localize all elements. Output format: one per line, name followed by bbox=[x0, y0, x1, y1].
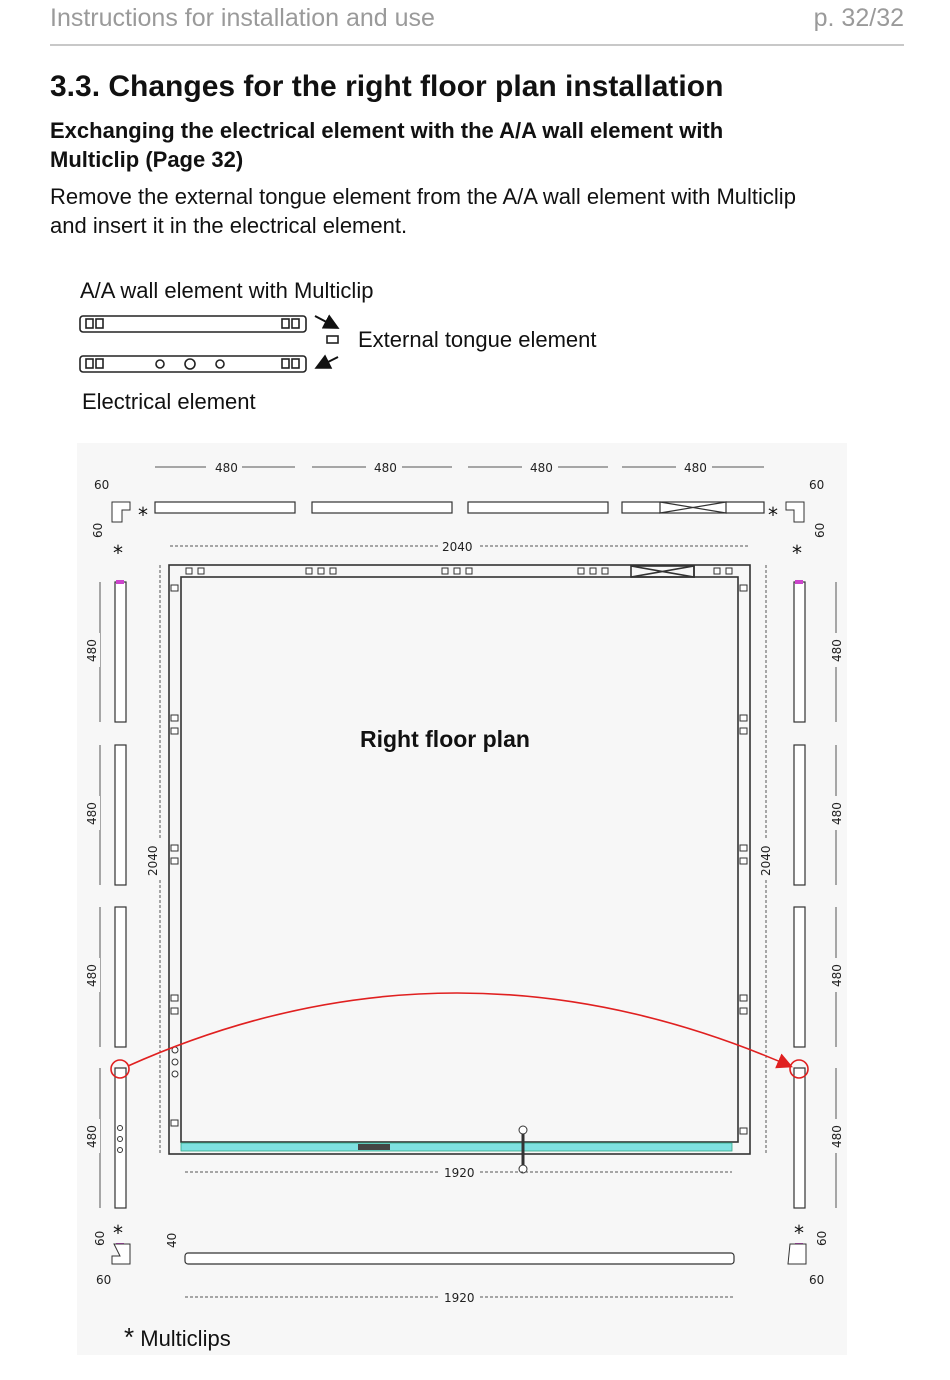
star-tl: * bbox=[138, 503, 148, 527]
star-bl: * bbox=[113, 1221, 123, 1245]
legend-electrical-label: Electrical element bbox=[82, 389, 256, 414]
plan-label: Right floor plan bbox=[360, 726, 530, 752]
section-heading: 3.3. Changes for the right floor plan installation bbox=[50, 70, 724, 103]
dim-left-4: 480 bbox=[85, 1125, 99, 1148]
page-number: p. 32/32 bbox=[813, 4, 904, 32]
dim-corner-bl-v: 60 bbox=[93, 1230, 107, 1246]
dim-height-right: 2040 bbox=[759, 845, 773, 876]
dim-corner-tr-v: 60 bbox=[813, 522, 827, 538]
dim-left-2: 480 bbox=[85, 802, 99, 825]
dim-right-2: 480 bbox=[830, 802, 844, 825]
dim-threshold-height: 40 bbox=[165, 1232, 179, 1248]
threshold-strip bbox=[181, 1143, 732, 1151]
star-tr: * bbox=[768, 503, 778, 527]
aa-wall-element-icon bbox=[80, 316, 306, 332]
section-body: Remove the external tongue element from the A/A wall element with Multiclip and insert it in the electrical element. bbox=[50, 184, 796, 238]
dim-corner-br: 60 bbox=[809, 1273, 825, 1287]
dim-top-3: 480 bbox=[530, 461, 553, 475]
star-tl-2: * bbox=[113, 541, 123, 565]
dim-right-1: 480 bbox=[830, 639, 844, 662]
star-br: * bbox=[794, 1221, 804, 1245]
section-subheading: Exchanging the electrical element with the A/A wall element with Multiclip (Page 32) bbox=[50, 118, 724, 172]
dim-right-4: 480 bbox=[830, 1125, 844, 1148]
dim-corner-tr: 60 bbox=[809, 478, 825, 492]
dim-left-1: 480 bbox=[85, 639, 99, 662]
dim-corner-bl: 60 bbox=[96, 1273, 112, 1287]
dim-top-2: 480 bbox=[374, 461, 397, 475]
multiclips-note bbox=[124, 1322, 231, 1353]
note-star: * bbox=[124, 1322, 135, 1352]
legend-aa-label: A/A wall element with Multiclip bbox=[80, 278, 374, 303]
dim-loose-1920: 1920 bbox=[444, 1291, 475, 1305]
drawing-panel bbox=[77, 443, 847, 1355]
dim-top-4: 480 bbox=[684, 461, 707, 475]
arrow-in-icon bbox=[318, 357, 338, 367]
corner-bottom-right bbox=[788, 1244, 806, 1264]
dim-height-left: 2040 bbox=[146, 845, 160, 876]
star-tr-2: * bbox=[792, 541, 802, 565]
dim-threshold-1920: 1920 bbox=[444, 1166, 475, 1180]
external-tongue-icon bbox=[327, 336, 338, 343]
loose-threshold-element bbox=[185, 1253, 734, 1264]
legend-tongue-label: External tongue element bbox=[358, 327, 597, 352]
note-text: Multiclips bbox=[134, 1326, 231, 1351]
dim-left-3: 480 bbox=[85, 964, 99, 987]
arrow-out-icon bbox=[315, 316, 336, 327]
header-title: Instructions for installation and use bbox=[50, 4, 435, 32]
dim-width-2040: 2040 bbox=[442, 540, 473, 554]
dim-corner-br-v: 60 bbox=[815, 1230, 829, 1246]
electrical-element-icon bbox=[80, 356, 306, 372]
dim-right-3: 480 bbox=[830, 964, 844, 987]
dim-corner-tl: 60 bbox=[94, 478, 110, 492]
dim-corner-tl-v: 60 bbox=[91, 522, 105, 538]
threshold-connector bbox=[358, 1144, 390, 1150]
dim-top-1: 480 bbox=[215, 461, 238, 475]
